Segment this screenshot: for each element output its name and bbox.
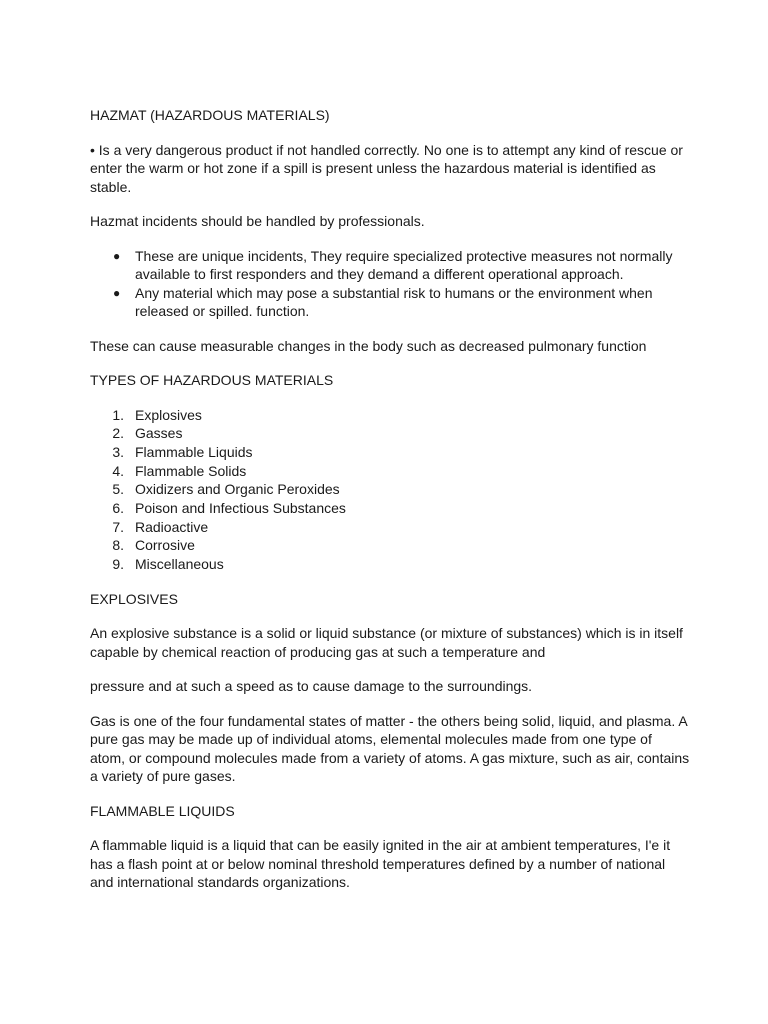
list-item-label: Miscellaneous <box>135 556 224 573</box>
list-number: 8. <box>112 537 124 554</box>
list-number: 5. <box>112 481 124 498</box>
measurable-paragraph: These can cause measurable changes in the body such as decreased pulmonary function <box>90 337 647 354</box>
list-number: 6. <box>112 500 124 517</box>
list-item <box>90 480 690 499</box>
list-item <box>90 406 690 425</box>
bullet-icon: ● <box>113 285 121 300</box>
list-item-label: Explosives <box>135 406 202 423</box>
list-item <box>90 462 690 481</box>
document-body <box>90 106 690 908</box>
list-number: 4. <box>112 462 124 479</box>
flammable-liquids-heading: FLAMMABLE LIQUIDS <box>90 802 235 819</box>
list-item-label: Flammable Solids <box>135 462 247 479</box>
types-heading: TYPES OF HAZARDOUS MATERIALS <box>90 372 334 388</box>
list-number: 7. <box>112 518 124 535</box>
list-item-label: Flammable Liquids <box>135 443 253 460</box>
intro-paragraph: • Is a very dangerous product if not handled correctly. No one is to attempt any kind of rescue or enter the warm or hot zone if a spill is present unless the hazardous material is identified as stable. <box>90 141 683 195</box>
gas-paragraph: Gas is one of the four fundamental states of matter - the others being solid, liquid, and plasma. A pure gas may be made up of individual atoms, elemental molecules made from one type of atom, or compound molecules made from a variety of atoms. A gas mixture, such as air, contains a variety of pure gases. <box>90 712 690 785</box>
list-item <box>90 284 690 321</box>
list-number: 1. <box>112 406 124 423</box>
bullet-text: Any material which may pose a substantial risk to humans or the environment when released or spilled. function. <box>135 284 653 319</box>
professionals-paragraph: Hazmat incidents should be handled by professionals. <box>90 213 425 229</box>
explosives-paragraph-1: An explosive substance is a solid or liquid substance (or mixture of substances) which is in itself capable by chemical reaction of producing gas at such a temperature and <box>90 625 683 660</box>
list-number: 3. <box>112 443 124 460</box>
list-item-label: Radioactive <box>135 518 209 535</box>
list-item <box>90 247 690 284</box>
bullet-icon: ● <box>113 248 121 263</box>
bullet-text: These are unique incidents, They require specialized protective measures not normally available to first responders and they demand a different operational approach. <box>135 247 673 282</box>
list-item-label: Poison and Infectious Substances <box>135 500 346 517</box>
explosives-paragraph-2: pressure and at such a speed as to cause damage to the surroundings. <box>90 678 533 695</box>
document-title: HAZMAT (HAZARDOUS MATERIALS) <box>90 107 330 123</box>
list-item <box>90 424 690 443</box>
list-item-label: Oxidizers and Organic Peroxides <box>135 481 340 498</box>
list-item <box>90 499 690 518</box>
list-number: 9. <box>112 556 124 573</box>
incident-bullet-list <box>90 247 690 321</box>
list-item <box>90 518 690 537</box>
list-number: 2. <box>112 425 124 442</box>
list-item-label: Corrosive <box>135 537 195 554</box>
list-item-label: Gasses <box>135 425 183 442</box>
hazmat-types-list <box>90 406 690 574</box>
flammable-liquids-paragraph: A flammable liquid is a liquid that can be easily ignited in the air at ambient temperatures, I'e it has a flash point at or below nominal threshold temperatures defined by a number of national and international standards organizations. <box>90 837 671 891</box>
list-item <box>90 443 690 462</box>
explosives-heading: EXPLOSIVES <box>90 590 178 607</box>
list-item <box>90 536 690 555</box>
list-item <box>90 555 690 574</box>
